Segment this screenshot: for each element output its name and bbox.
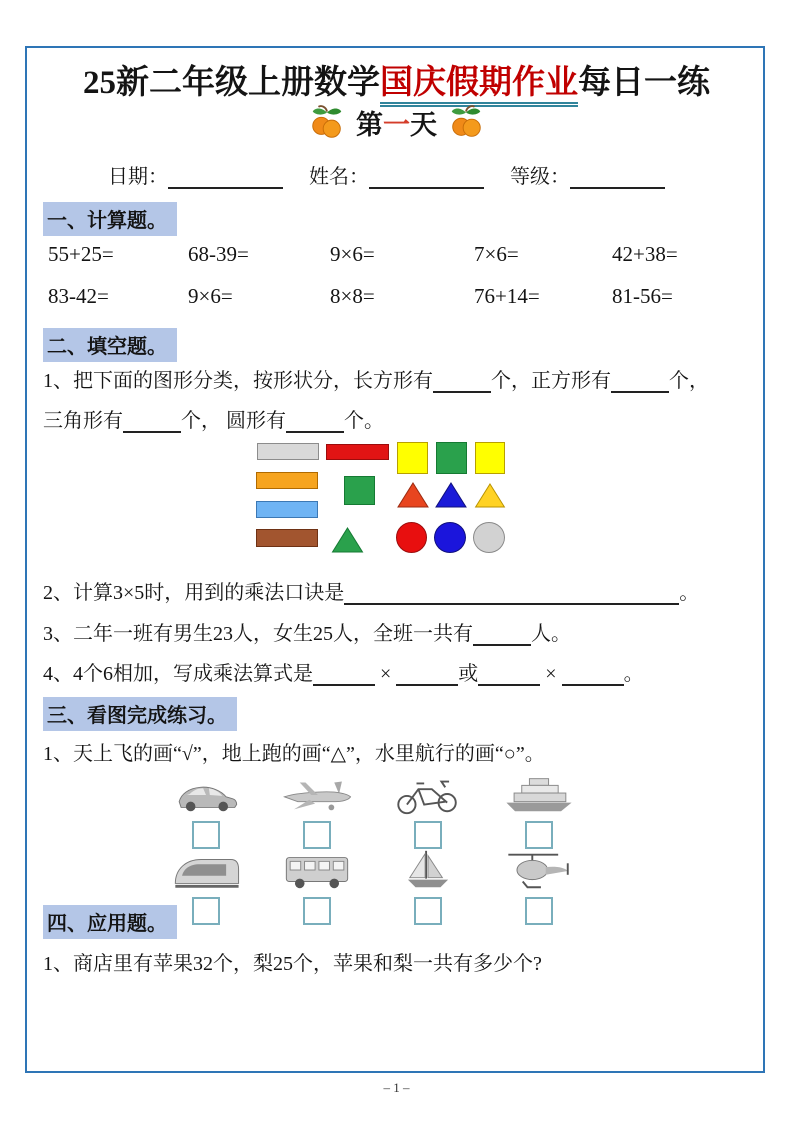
title-suffix: 每日一练 <box>578 65 710 101</box>
calc-item: 9×6= <box>330 242 375 266</box>
answer-checkbox[interactable] <box>192 897 220 925</box>
answer-blank[interactable] <box>611 371 669 393</box>
car-icon <box>167 770 245 818</box>
calc-item: 7×6= <box>474 242 519 266</box>
section-1-heading: 一、计算题。 <box>43 202 177 236</box>
calc-item: 55+25= <box>48 242 114 266</box>
date-label: 日期： <box>108 160 283 189</box>
lightblue-rectangle <box>256 501 318 518</box>
grade-label: 等级： <box>510 160 665 189</box>
red-circle <box>396 522 427 553</box>
calc-item: 9×6= <box>188 284 233 308</box>
question-4-1: 1、商店里有苹果32个，梨25个，苹果和梨一共有多少个? <box>43 953 542 975</box>
green-square <box>436 442 467 474</box>
answer-checkbox[interactable] <box>303 897 331 925</box>
question-3-1: 1、天上飞的画“√”，地上跑的画“△”，水里航行的画“○”。 <box>43 743 545 765</box>
answer-blank[interactable] <box>433 371 491 393</box>
vehicles-row-2 <box>150 846 595 925</box>
day-label: 第一天 <box>356 110 437 140</box>
calc-item: 76+14= <box>474 284 540 308</box>
day-heading <box>0 103 793 142</box>
yellow-triangle <box>474 483 506 508</box>
answer-checkbox[interactable] <box>525 897 553 925</box>
calc-item: 83-42= <box>48 284 109 308</box>
green-triangle <box>331 527 364 553</box>
answer-blank[interactable] <box>473 624 531 646</box>
answer-blank[interactable] <box>123 411 181 433</box>
bicycle-icon <box>389 770 467 818</box>
vehicle-item <box>278 770 356 849</box>
sailboat-icon <box>389 846 467 894</box>
answer-blank[interactable] <box>396 664 458 686</box>
answer-checkbox[interactable] <box>303 821 331 849</box>
red-rectangle <box>326 444 389 460</box>
blue-triangle <box>435 482 467 508</box>
date-field[interactable] <box>168 167 283 189</box>
tangerine-icon <box>447 104 485 142</box>
page-number: – 1 – <box>383 1080 410 1095</box>
answer-blank[interactable] <box>286 411 344 433</box>
student-info-row <box>108 160 665 189</box>
bus-icon <box>278 846 356 894</box>
helicopter-icon <box>500 846 578 894</box>
title-prefix: 25新二年级上册数学 <box>83 65 380 101</box>
red-triangle <box>397 482 429 508</box>
answer-checkbox[interactable] <box>414 897 442 925</box>
question-2-1-line1: 1、把下面的图形分类，按形状分，长方形有 个，正方形有 个， <box>43 370 709 392</box>
yellow-square <box>397 442 428 474</box>
vehicle-item <box>167 846 245 925</box>
shapes-classification-figure <box>255 441 507 559</box>
airplane-icon <box>278 770 356 818</box>
calc-item: 8×8= <box>330 284 375 308</box>
answer-checkbox[interactable] <box>192 821 220 849</box>
vehicle-item <box>500 846 578 925</box>
calc-item: 42+38= <box>612 242 678 266</box>
vehicle-item <box>389 770 467 849</box>
answer-checkbox[interactable] <box>414 821 442 849</box>
answer-blank[interactable] <box>478 664 540 686</box>
vehicle-item <box>389 846 467 925</box>
question-2-3: 3、二年一班有男生23人，女生25人，全班一共有 人。 <box>43 623 571 645</box>
tangerine-icon <box>308 104 346 142</box>
orange-rectangle <box>256 472 318 489</box>
green-square <box>344 476 375 505</box>
grade-field[interactable] <box>570 167 665 189</box>
calc-item: 81-56= <box>612 284 673 308</box>
gray-rectangle <box>257 443 319 460</box>
answer-checkbox[interactable] <box>525 821 553 849</box>
answer-blank[interactable] <box>562 664 624 686</box>
question-2-4: 4、4个6相加，写成乘法算式是 × 或 × 。 <box>43 663 644 685</box>
cruise-ship-icon <box>500 770 578 818</box>
yellow-square <box>475 442 505 474</box>
gray-circle <box>473 522 505 553</box>
answer-blank[interactable] <box>344 583 679 605</box>
vehicle-item <box>500 770 578 849</box>
title-highlight: 国庆假期作业 <box>380 65 578 107</box>
vehicle-item <box>167 770 245 849</box>
section-3-heading: 三、看图完成练习。 <box>43 697 237 731</box>
answer-blank[interactable] <box>313 664 375 686</box>
page-title <box>0 56 793 103</box>
name-field[interactable] <box>369 167 484 189</box>
name-label: 姓名： <box>309 160 484 189</box>
section-4-heading: 四、应用题。 <box>43 905 177 939</box>
question-2-2: 2、计算3×5时，用到的乘法口诀是 。 <box>43 582 700 604</box>
train-icon <box>167 846 245 894</box>
question-2-1-line2: 三角形有 个， 圆形有 个。 <box>43 410 384 432</box>
section-2-heading: 二、填空题。 <box>43 328 177 362</box>
brown-rectangle <box>256 529 318 547</box>
blue-circle <box>434 522 466 553</box>
vehicles-row-1 <box>150 770 595 849</box>
calc-item: 68-39= <box>188 242 249 266</box>
vehicle-item <box>278 846 356 925</box>
